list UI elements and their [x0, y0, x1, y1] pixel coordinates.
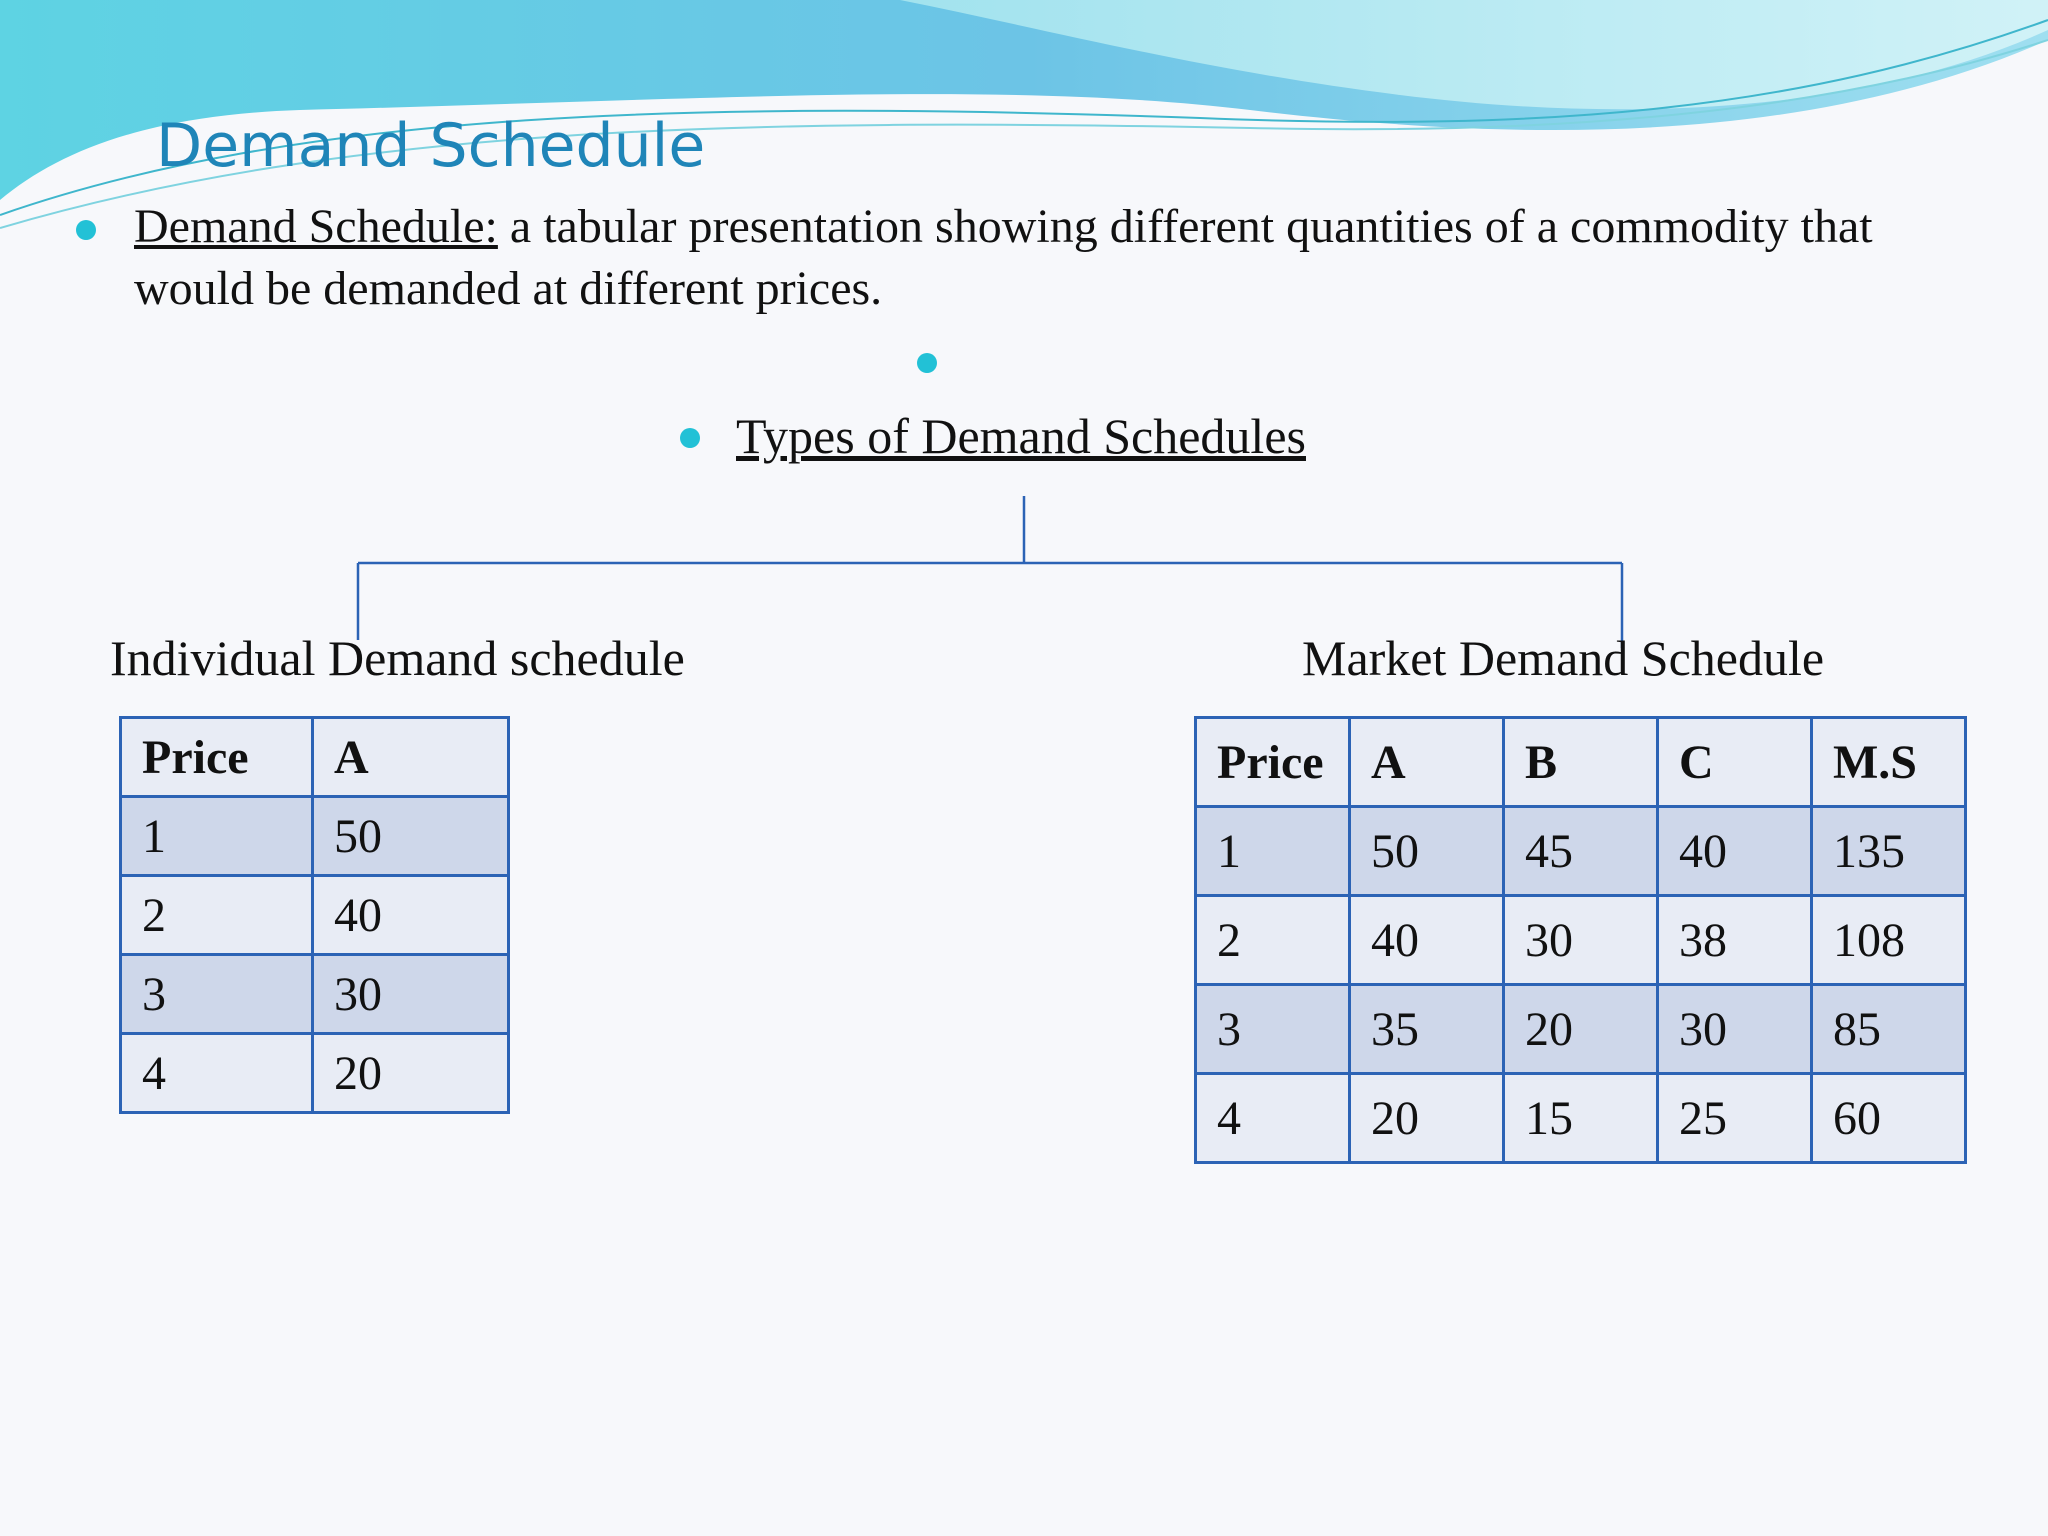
table-cell: 135: [1812, 807, 1966, 896]
definition-text: a tabular presentation showing different quantities of a commodity that would be demanded at different prices.: [134, 200, 1873, 315]
header-cell: A: [313, 718, 509, 797]
individual-demand-table: [119, 716, 510, 1114]
individual-caption: Individual Demand schedule: [110, 630, 685, 686]
table-cell: 40: [1658, 807, 1812, 896]
table-cell: 20: [313, 1034, 509, 1113]
table-cell: 2: [121, 876, 313, 955]
table-header-row: [1196, 718, 1966, 807]
table-cell: 108: [1812, 896, 1966, 985]
empty-bullet-dot-icon: [917, 353, 937, 373]
header-cell: Price: [1196, 718, 1350, 807]
table-cell: 60: [1812, 1074, 1966, 1163]
definition-term: Demand Schedule:: [134, 200, 498, 253]
header-cell: M.S: [1812, 718, 1966, 807]
header-cell: C: [1658, 718, 1812, 807]
table-row: [121, 955, 509, 1034]
slide-title: Demand Schedule: [156, 111, 706, 181]
table-cell: 3: [1196, 985, 1350, 1074]
definition-paragraph: [134, 196, 1954, 320]
table-row: [1196, 1074, 1966, 1163]
table-cell: 50: [313, 797, 509, 876]
header-cell: Price: [121, 718, 313, 797]
table-row: [1196, 896, 1966, 985]
table-cell: 25: [1658, 1074, 1812, 1163]
market-caption: Market Demand Schedule: [1302, 630, 1825, 686]
table-cell: 4: [1196, 1074, 1350, 1163]
table-cell: 1: [121, 797, 313, 876]
table-cell: 20: [1350, 1074, 1504, 1163]
table-cell: 50: [1350, 807, 1504, 896]
table-row: [121, 797, 509, 876]
table-cell: 45: [1504, 807, 1658, 896]
table-header-row: [121, 718, 509, 797]
header-cell: A: [1350, 718, 1504, 807]
table-row: [121, 1034, 509, 1113]
market-demand-table: [1194, 716, 1967, 1164]
table-row: [1196, 985, 1966, 1074]
table-cell: 38: [1658, 896, 1812, 985]
table-cell: 85: [1812, 985, 1966, 1074]
table-cell: 30: [1658, 985, 1812, 1074]
table-cell: 2: [1196, 896, 1350, 985]
table-cell: 40: [313, 876, 509, 955]
table-cell: 30: [313, 955, 509, 1034]
bullet-dot-icon: [76, 220, 96, 240]
table-row: [1196, 807, 1966, 896]
types-heading: Types of Demand Schedules: [736, 408, 1306, 464]
table-cell: 40: [1350, 896, 1504, 985]
table-cell: 1: [1196, 807, 1350, 896]
table-cell: 20: [1504, 985, 1658, 1074]
table-cell: 3: [121, 955, 313, 1034]
header-cell: B: [1504, 718, 1658, 807]
table-row: [121, 876, 509, 955]
table-cell: 35: [1350, 985, 1504, 1074]
table-cell: 4: [121, 1034, 313, 1113]
table-cell: 30: [1504, 896, 1658, 985]
bullet-dot-icon: [680, 428, 700, 448]
table-cell: 15: [1504, 1074, 1658, 1163]
